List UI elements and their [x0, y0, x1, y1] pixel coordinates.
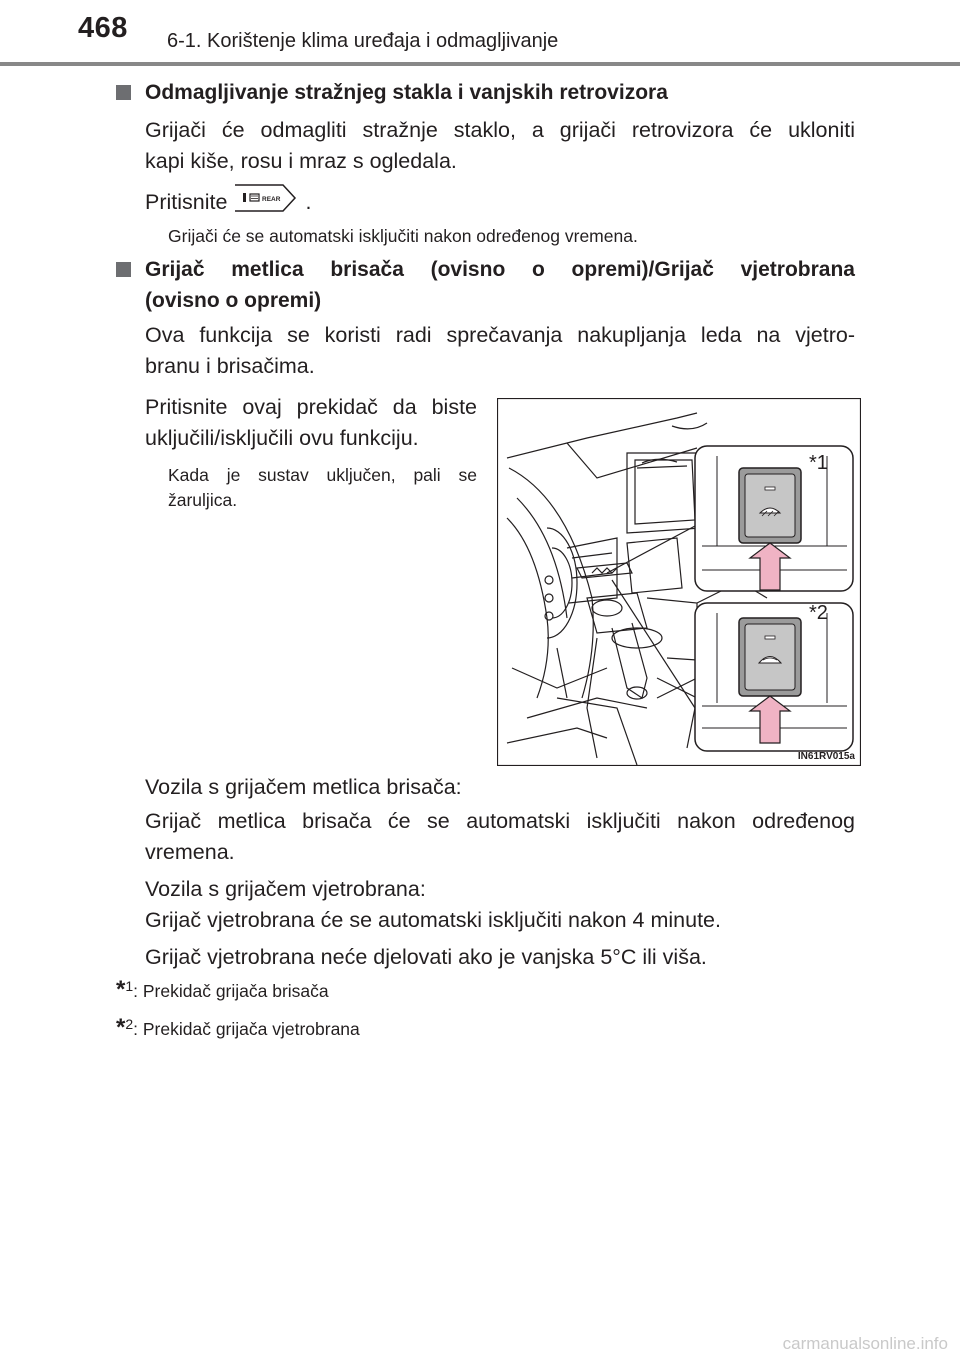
footnote-text: : Prekidač grijača vjetrobrana: [133, 1019, 360, 1039]
section2-lamp-line2: žaruljica.: [168, 490, 238, 510]
bullet-square-icon: [116, 85, 131, 100]
figure-code: IN61RV015a: [797, 751, 855, 762]
section1-note: Grijači će se automatski isključiti nakon određenog vremena.: [168, 226, 638, 246]
footnote-star: *: [116, 1014, 126, 1041]
rear-button-label: REAR: [262, 196, 281, 203]
footnote-number: 2: [125, 1016, 134, 1032]
footnote-1: [116, 976, 329, 1004]
section2-heading-line2: (ovisno o opremi): [145, 289, 322, 312]
press-period: .: [305, 190, 312, 214]
rear-defogger-button: [233, 183, 299, 222]
page-number: 468: [78, 12, 128, 44]
section-title: 6-1. Korištenje klima uređaja i odmagljivanje: [167, 30, 559, 52]
watermark: carmanualsonline.info: [782, 1334, 948, 1353]
wiper-title: Vozila s grijačem metlica brisača:: [145, 775, 462, 799]
callout-label-2: *2: [809, 602, 828, 624]
footnote-star: *: [116, 976, 126, 1003]
section2-lamp-line1: Kada je sustav uključen, pali se: [168, 465, 477, 485]
press-label: Pritisnite: [145, 190, 228, 214]
section1-para-line1: Grijači će odmagliti stražnje staklo, a grijači retrovizora će ukloniti: [145, 118, 855, 142]
bullet-square-icon: [116, 262, 131, 277]
wiper-line1: Grijač metlica brisača će se automatski isključiti nakon određenog: [145, 809, 855, 833]
dashboard-figure: [497, 398, 861, 766]
windshield-title: Vozila s grijačem vjetrobrana:: [145, 877, 426, 901]
footnote-number: 1: [125, 978, 134, 994]
callout-label-1: *1: [809, 452, 828, 474]
footnote-2: [116, 1014, 360, 1042]
section2-para-line2: branu i brisačima.: [145, 354, 315, 378]
section2-press-line1: Pritisnite ovaj prekidač da biste: [145, 395, 477, 419]
windshield-line: Grijač vjetrobrana će se automatski isključiti nakon 4 minute.: [145, 908, 721, 932]
footnote-text: : Prekidač grijača brisača: [133, 981, 329, 1001]
header-rule: [0, 62, 960, 66]
section1-heading: Odmagljivanje stražnjeg stakla i vanjskih retrovizora: [145, 81, 668, 104]
section2-press-line2: uključili/isključili ovu funkciju.: [145, 426, 419, 450]
section2-heading-line1: Grijač metlica brisača (ovisno o opremi)/Grijač vjetrobrana: [145, 258, 855, 281]
section1-para-line2: kapi kiše, rosu i mraz s ogledala.: [145, 149, 457, 173]
wiper-line2: vremena.: [145, 840, 235, 864]
section2-para-line1: Ova funkcija se koristi radi sprečavanja nakupljanja leda na vjetro-: [145, 323, 855, 347]
temperature-line: Grijač vjetrobrana neće djelovati ako je vanjska 5°C ili viša.: [145, 945, 707, 969]
section1-press-row: [145, 183, 311, 222]
